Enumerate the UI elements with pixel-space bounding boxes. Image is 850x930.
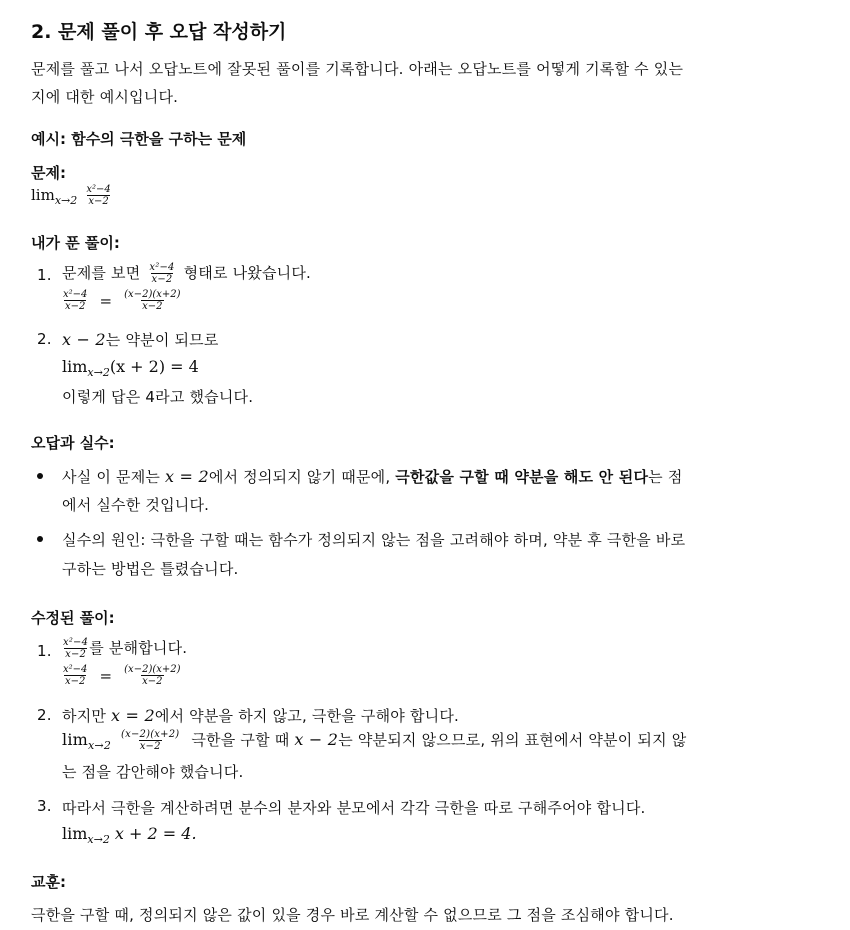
lesson-heading: 교훈: — [31, 873, 66, 891]
my-solution-item-1-number: 1. — [37, 266, 52, 284]
inline-fraction — [62, 637, 89, 660]
corrected-item-2-line-2 — [62, 729, 686, 752]
fraction-numerator: (x−2)(x+2) — [124, 289, 181, 300]
limit-expression: (x + 2) = 4 — [109, 357, 199, 376]
inline-math: x − 2 — [294, 730, 339, 749]
my-solution-item-1-equation — [62, 289, 182, 312]
equation-right-fraction — [123, 289, 181, 312]
equals-sign: = — [99, 291, 113, 310]
lim-text: lim — [31, 186, 55, 204]
item-text: 를 분해합니다. — [89, 639, 188, 657]
fraction-denominator: x−2 — [139, 741, 161, 752]
lim-text: lim — [62, 730, 89, 749]
intro-line-1: 문제를 풀고 나서 오답노트에 잘못된 풀이를 기록합니다. 아래는 오답노트를 어떻게 기록할 수 있는 — [31, 60, 684, 78]
lim-subscript: x→2 — [87, 366, 110, 379]
problem-label: 문제: — [31, 164, 66, 182]
bold-text: 극한값을 구할 때 약분을 해도 안 된다 — [395, 468, 649, 486]
item-text: 하지만 — [62, 707, 107, 725]
item-text: 형태로 나왔습니다. — [183, 264, 312, 282]
fraction-numerator: x²−4 — [86, 184, 111, 195]
inline-fraction — [148, 262, 175, 285]
my-solution-item-2-number: 2. — [37, 330, 52, 348]
my-solution-item-2-limit — [62, 357, 199, 379]
inline-math: x = 2 — [165, 467, 209, 486]
bullet-icon — [37, 473, 43, 479]
fraction-denominator: x−2 — [65, 676, 86, 687]
section-title: 2. 문제 풀이 후 오답 작성하기 — [31, 21, 287, 43]
lim-subscript: x→2 — [54, 194, 78, 207]
corrected-item-2-line-3: 는 점을 감안해야 했습니다. — [62, 763, 244, 781]
fraction-denominator: x−2 — [142, 301, 163, 312]
fraction-denominator: x−2 — [88, 196, 109, 207]
problem-fraction — [85, 184, 111, 207]
equals-sign: = — [99, 666, 113, 685]
corrected-item-1-line — [62, 637, 187, 660]
corrected-item-1-number: 1. — [37, 642, 52, 660]
problem-expression — [31, 184, 112, 207]
lesson-text: 극한을 구할 때, 정의되지 않은 값이 있을 경우 바로 계산할 수 없으므로 그 점을 조심해야 합니다. — [31, 906, 674, 924]
bullet-text: 에서 정의되지 않기 때문에, — [208, 468, 391, 486]
mistakes-heading: 오답과 실수: — [31, 434, 115, 452]
mistake-bullet-2-line-2: 구하는 방법은 틀렸습니다. — [62, 560, 239, 578]
equation-right-fraction — [123, 664, 181, 687]
fraction-numerator: x²−4 — [63, 664, 88, 675]
my-solution-item-2-line — [62, 329, 219, 350]
inline-math: x − 2 — [62, 330, 106, 349]
item-text: 에서 약분을 하지 않고, 극한을 구해야 합니다. — [154, 707, 459, 725]
corrected-item-1-equation — [62, 664, 182, 687]
bullet-icon — [37, 536, 43, 542]
equation-left-fraction — [62, 289, 88, 312]
mistake-bullet-1-line-2: 에서 실수한 것입니다. — [62, 496, 210, 514]
lim-text: lim — [62, 357, 88, 376]
lim-subscript: x→2 — [87, 833, 110, 846]
item-text: 문제를 보면 — [62, 264, 141, 282]
inline-fraction — [120, 729, 180, 752]
lim-text: lim — [62, 824, 88, 843]
item-text: 는 약분이 되므로 — [105, 331, 219, 349]
mistake-bullet-2-line-1: 실수의 원인: 극한을 구할 때는 함수가 정의되지 않는 점을 고려해야 하며, 약분 후 극한을 바로 — [62, 531, 686, 549]
equation-left-fraction — [62, 664, 88, 687]
bullet-text: 사실 이 문제는 — [62, 468, 161, 486]
fraction-numerator: x²−4 — [149, 262, 175, 273]
corrected-item-3-text: 따라서 극한을 계산하려면 분수의 분자와 분모에서 각각 극한을 따로 구해주어야 합니다. — [62, 799, 646, 817]
corrected-item-2-line-1 — [62, 705, 459, 726]
my-solution-item-2-note: 이렇게 답은 4라고 했습니다. — [62, 388, 254, 406]
intro-line-2: 지에 대한 예시입니다. — [31, 88, 179, 106]
my-solution-heading: 내가 푼 풀이: — [31, 234, 120, 252]
item-text: 는 약분되지 않으므로, 위의 표현에서 약분이 되지 않 — [338, 731, 687, 749]
limit-expression: x + 2 = 4. — [114, 824, 197, 843]
lim-subscript: x→2 — [88, 739, 112, 752]
fraction-numerator: (x−2)(x+2) — [121, 729, 180, 740]
corrected-item-3-limit — [62, 824, 197, 846]
fraction-numerator: (x−2)(x+2) — [124, 664, 181, 675]
example-heading: 예시: 함수의 극한을 구하는 문제 — [31, 130, 247, 148]
bullet-text: 는 점 — [648, 468, 683, 486]
fraction-numerator: x²−4 — [63, 289, 88, 300]
my-solution-item-1-line — [62, 262, 311, 285]
fraction-denominator: x−2 — [142, 676, 163, 687]
item-text: 극한을 구할 때 — [191, 731, 290, 749]
mistake-bullet-1-line-1 — [62, 466, 683, 487]
fraction-numerator: x²−4 — [63, 637, 89, 648]
inline-math: x = 2 — [111, 706, 155, 725]
corrected-item-2-number: 2. — [37, 706, 52, 724]
fraction-denominator: x−2 — [65, 649, 87, 660]
fraction-denominator: x−2 — [65, 301, 86, 312]
fraction-denominator: x−2 — [151, 274, 173, 285]
corrected-heading: 수정된 풀이: — [31, 609, 115, 627]
corrected-item-3-number: 3. — [37, 797, 52, 815]
